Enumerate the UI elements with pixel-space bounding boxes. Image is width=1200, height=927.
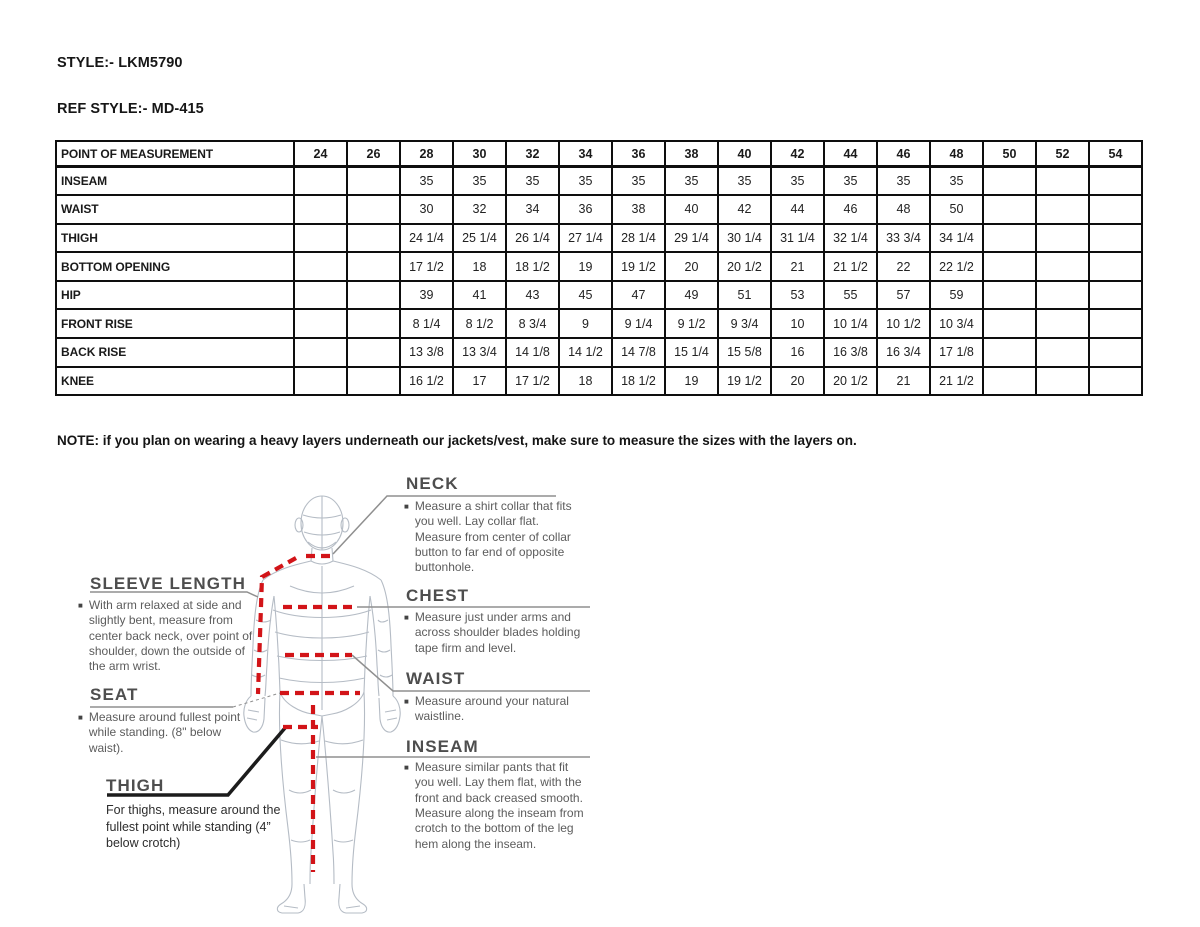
measurement-value-cell: 25 1/4 xyxy=(453,224,506,253)
size-column-header: 54 xyxy=(1089,141,1142,167)
measurement-value-cell: 30 1/4 xyxy=(718,224,771,253)
measurement-value-cell: 16 3/4 xyxy=(877,338,930,367)
measurement-value-cell: 30 xyxy=(400,195,453,224)
size-chart-table xyxy=(55,140,1143,396)
measurement-value-cell: 35 xyxy=(506,167,559,196)
measurement-value-cell: 8 3/4 xyxy=(506,309,559,338)
measurement-value-cell: 10 1/4 xyxy=(824,309,877,338)
measurement-value-cell: 15 5/8 xyxy=(718,338,771,367)
measurement-value-cell: 21 xyxy=(771,252,824,281)
measurement-value-cell: 19 1/2 xyxy=(612,252,665,281)
measurement-value-cell xyxy=(983,195,1036,224)
measurement-value-cell xyxy=(294,338,347,367)
size-column-header: 26 xyxy=(347,141,400,167)
guide-text-chest: ■ Measure just under arms and across shoulder blades holding tape firm and level. xyxy=(404,610,581,655)
guide-title-thigh: THIGH xyxy=(106,776,165,795)
guide-text-inseam: ■ Measure similar pants that fit you well. Lay them flat, with the front and back creased smooth. Measure along the inseam from crotch to the bottom of the leg hem along the inseam. xyxy=(404,760,584,851)
measurement-value-cell: 51 xyxy=(718,281,771,310)
measurement-value-cell xyxy=(347,167,400,196)
measurement-value-cell: 19 xyxy=(665,367,718,396)
measurement-value-cell: 20 xyxy=(665,252,718,281)
measurement-value-cell: 9 xyxy=(559,309,612,338)
guide-text-seat: ■ Measure around fullest point while standing. (8" below waist). xyxy=(78,710,241,755)
measurement-value-cell: 39 xyxy=(400,281,453,310)
guide-text-waist: ■ Measure around your natural waistline. xyxy=(404,694,569,724)
measurement-row-label: WAIST xyxy=(56,195,294,224)
measurement-value-cell: 53 xyxy=(771,281,824,310)
measurement-value-cell: 13 3/4 xyxy=(453,338,506,367)
measurement-row-label: INSEAM xyxy=(56,167,294,196)
measurement-value-cell: 35 xyxy=(877,167,930,196)
measurement-value-cell xyxy=(347,195,400,224)
measurement-value-cell: 43 xyxy=(506,281,559,310)
measurement-value-cell: 18 xyxy=(559,367,612,396)
measurement-value-cell: 17 1/8 xyxy=(930,338,983,367)
measurement-row-label: BOTTOM OPENING xyxy=(56,252,294,281)
measurement-value-cell: 17 1/2 xyxy=(506,367,559,396)
measurement-value-cell: 45 xyxy=(559,281,612,310)
measurement-value-cell: 16 3/8 xyxy=(824,338,877,367)
square-bullet-icon: ■ xyxy=(404,763,409,772)
measurement-value-cell: 19 1/2 xyxy=(718,367,771,396)
measurement-value-cell: 18 1/2 xyxy=(612,367,665,396)
measurement-value-cell xyxy=(983,367,1036,396)
measurement-value-cell xyxy=(1036,309,1089,338)
measurement-value-cell: 27 1/4 xyxy=(559,224,612,253)
measurement-row xyxy=(56,252,1142,281)
measurement-value-cell: 20 1/2 xyxy=(824,367,877,396)
measurement-row xyxy=(56,338,1142,367)
measurement-value-cell xyxy=(1089,367,1142,396)
seat-leader-line xyxy=(233,693,280,707)
ref-style-number: REF STYLE:- MD-415 xyxy=(57,101,204,117)
measurement-row xyxy=(56,224,1142,253)
guide-title-waist: WAIST xyxy=(406,669,466,688)
guide-text-neck: ■ Measure a shirt collar that fits you well. Lay collar flat. Measure from center of collar button to far end of opposite buttonhole. xyxy=(404,499,572,575)
guide-title-inseam: INSEAM xyxy=(406,737,479,756)
measurement-value-cell: 35 xyxy=(612,167,665,196)
measurement-value-cell: 20 xyxy=(771,367,824,396)
measurement-value-cell xyxy=(294,224,347,253)
measurement-value-cell: 47 xyxy=(612,281,665,310)
size-column-header: 24 xyxy=(294,141,347,167)
measurement-value-cell xyxy=(1036,224,1089,253)
measurement-value-cell xyxy=(1036,281,1089,310)
measurement-value-cell xyxy=(1089,224,1142,253)
measurement-value-cell: 46 xyxy=(824,195,877,224)
measurement-value-cell: 16 xyxy=(771,338,824,367)
measurement-value-cell: 35 xyxy=(771,167,824,196)
measurement-value-cell xyxy=(347,309,400,338)
measurement-value-cell: 14 1/8 xyxy=(506,338,559,367)
measurement-value-cell xyxy=(983,338,1036,367)
measurement-value-cell: 24 1/4 xyxy=(400,224,453,253)
measurement-value-cell: 32 xyxy=(453,195,506,224)
measurement-value-cell: 50 xyxy=(930,195,983,224)
measurement-value-cell: 35 xyxy=(665,167,718,196)
measurement-value-cell: 19 xyxy=(559,252,612,281)
measurement-value-cell: 17 1/2 xyxy=(400,252,453,281)
measurement-value-cell: 36 xyxy=(559,195,612,224)
measurement-value-cell xyxy=(1089,195,1142,224)
measurement-value-cell: 35 xyxy=(718,167,771,196)
measurement-value-cell: 26 1/4 xyxy=(506,224,559,253)
measurement-value-cell xyxy=(347,338,400,367)
guide-text-thigh: For thighs, measure around the fullest point while standing (4” below crotch) xyxy=(106,803,281,850)
measurement-value-cell xyxy=(1089,309,1142,338)
measurement-value-cell: 38 xyxy=(612,195,665,224)
measurement-value-cell: 16 1/2 xyxy=(400,367,453,396)
size-column-header: 28 xyxy=(400,141,453,167)
measurement-value-cell: 14 1/2 xyxy=(559,338,612,367)
guide-title-seat: SEAT xyxy=(90,685,139,704)
measurement-value-cell: 35 xyxy=(400,167,453,196)
size-column-header: 38 xyxy=(665,141,718,167)
measurement-value-cell: 35 xyxy=(930,167,983,196)
measurement-row-label: BACK RISE xyxy=(56,338,294,367)
measurement-value-cell xyxy=(1036,167,1089,196)
measurement-row xyxy=(56,281,1142,310)
measurement-value-cell: 59 xyxy=(930,281,983,310)
guide-title-sleeve-length: SLEEVE LENGTH xyxy=(90,574,246,593)
measurement-row xyxy=(56,167,1142,196)
measurement-value-cell xyxy=(294,309,347,338)
measurement-value-cell: 35 xyxy=(559,167,612,196)
measurement-value-cell xyxy=(294,167,347,196)
measurement-value-cell: 44 xyxy=(771,195,824,224)
measurement-value-cell: 35 xyxy=(453,167,506,196)
size-column-header: 46 xyxy=(877,141,930,167)
guide-text-sleeve-length: ■ With arm relaxed at side and slightly bent, measure from center back neck, over point of shoulder, down the outside of the arm wrist. xyxy=(78,598,253,674)
measurement-value-cell: 31 1/4 xyxy=(771,224,824,253)
measurement-value-cell: 33 3/4 xyxy=(877,224,930,253)
measurement-value-cell: 40 xyxy=(665,195,718,224)
measurement-row xyxy=(56,367,1142,396)
size-column-header: 50 xyxy=(983,141,1036,167)
measurement-value-cell: 42 xyxy=(718,195,771,224)
measurement-value-cell xyxy=(294,195,347,224)
measurement-value-cell xyxy=(983,167,1036,196)
measurement-row-label: FRONT RISE xyxy=(56,309,294,338)
measurement-value-cell: 8 1/2 xyxy=(453,309,506,338)
measurement-value-cell: 10 1/2 xyxy=(877,309,930,338)
measurement-column-header: POINT OF MEASUREMENT xyxy=(56,141,294,167)
measurement-value-cell xyxy=(294,252,347,281)
measurement-value-cell: 21 1/2 xyxy=(930,367,983,396)
measurement-value-cell: 18 xyxy=(453,252,506,281)
measurement-value-cell xyxy=(294,281,347,310)
measurement-value-cell xyxy=(1036,367,1089,396)
size-column-header: 32 xyxy=(506,141,559,167)
measurement-value-cell: 57 xyxy=(877,281,930,310)
measurement-value-cell: 34 xyxy=(506,195,559,224)
measurement-value-cell xyxy=(294,367,347,396)
measurement-value-cell: 10 xyxy=(771,309,824,338)
measurement-value-cell xyxy=(1036,195,1089,224)
measurement-value-cell: 15 1/4 xyxy=(665,338,718,367)
measurement-row-label: HIP xyxy=(56,281,294,310)
measurement-value-cell: 8 1/4 xyxy=(400,309,453,338)
measurement-value-cell xyxy=(347,281,400,310)
measurement-value-cell xyxy=(983,224,1036,253)
size-column-header: 42 xyxy=(771,141,824,167)
measurement-value-cell: 32 1/4 xyxy=(824,224,877,253)
measurement-value-cell xyxy=(347,252,400,281)
measurement-value-cell: 22 1/2 xyxy=(930,252,983,281)
measurement-value-cell: 55 xyxy=(824,281,877,310)
measurement-row-label: KNEE xyxy=(56,367,294,396)
measurement-value-cell xyxy=(1089,281,1142,310)
measurement-row-label: THIGH xyxy=(56,224,294,253)
waist-leader-line xyxy=(352,655,590,691)
measurement-value-cell xyxy=(1089,252,1142,281)
measurement-value-cell: 9 1/2 xyxy=(665,309,718,338)
measurement-value-cell: 22 xyxy=(877,252,930,281)
measurement-value-cell: 41 xyxy=(453,281,506,310)
size-column-header: 30 xyxy=(453,141,506,167)
measurement-row xyxy=(56,195,1142,224)
measurement-value-cell: 18 1/2 xyxy=(506,252,559,281)
measurement-value-cell xyxy=(983,252,1036,281)
measurement-value-cell: 10 3/4 xyxy=(930,309,983,338)
measurement-value-cell: 29 1/4 xyxy=(665,224,718,253)
measurement-value-cell xyxy=(1089,338,1142,367)
measurement-value-cell: 48 xyxy=(877,195,930,224)
measurement-value-cell xyxy=(1036,338,1089,367)
square-bullet-icon: ■ xyxy=(78,601,83,610)
square-bullet-icon: ■ xyxy=(404,613,409,622)
measurement-value-cell: 21 1/2 xyxy=(824,252,877,281)
guide-title-neck: NECK xyxy=(406,474,459,493)
size-column-header: 36 xyxy=(612,141,665,167)
measurement-value-cell xyxy=(1089,167,1142,196)
measurement-value-cell xyxy=(347,367,400,396)
measurement-row xyxy=(56,309,1142,338)
size-column-header: 44 xyxy=(824,141,877,167)
measurement-value-cell xyxy=(1036,252,1089,281)
layers-note: NOTE: if you plan on wearing a heavy layers underneath our jackets/vest, make sure to measure the sizes with the layers on. xyxy=(57,433,857,448)
guide-title-chest: CHEST xyxy=(406,586,470,605)
measurement-value-cell: 17 xyxy=(453,367,506,396)
measurement-value-cell: 21 xyxy=(877,367,930,396)
size-column-header: 48 xyxy=(930,141,983,167)
measurement-value-cell: 28 1/4 xyxy=(612,224,665,253)
measurement-value-cell: 34 1/4 xyxy=(930,224,983,253)
measurement-value-cell xyxy=(983,281,1036,310)
measurement-value-cell: 13 3/8 xyxy=(400,338,453,367)
measurement-value-cell: 49 xyxy=(665,281,718,310)
square-bullet-icon: ■ xyxy=(404,697,409,706)
square-bullet-icon: ■ xyxy=(78,713,83,722)
square-bullet-icon: ■ xyxy=(404,502,409,511)
style-number: STYLE:- LKM5790 xyxy=(57,55,183,71)
measurement-value-cell: 20 1/2 xyxy=(718,252,771,281)
measurement-value-cell xyxy=(983,309,1036,338)
measurement-value-cell: 9 1/4 xyxy=(612,309,665,338)
size-column-header: 34 xyxy=(559,141,612,167)
measurement-value-cell xyxy=(347,224,400,253)
size-column-header: 52 xyxy=(1036,141,1089,167)
measurement-value-cell: 35 xyxy=(824,167,877,196)
measurement-value-cell: 9 3/4 xyxy=(718,309,771,338)
measurement-value-cell: 14 7/8 xyxy=(612,338,665,367)
size-column-header: 40 xyxy=(718,141,771,167)
